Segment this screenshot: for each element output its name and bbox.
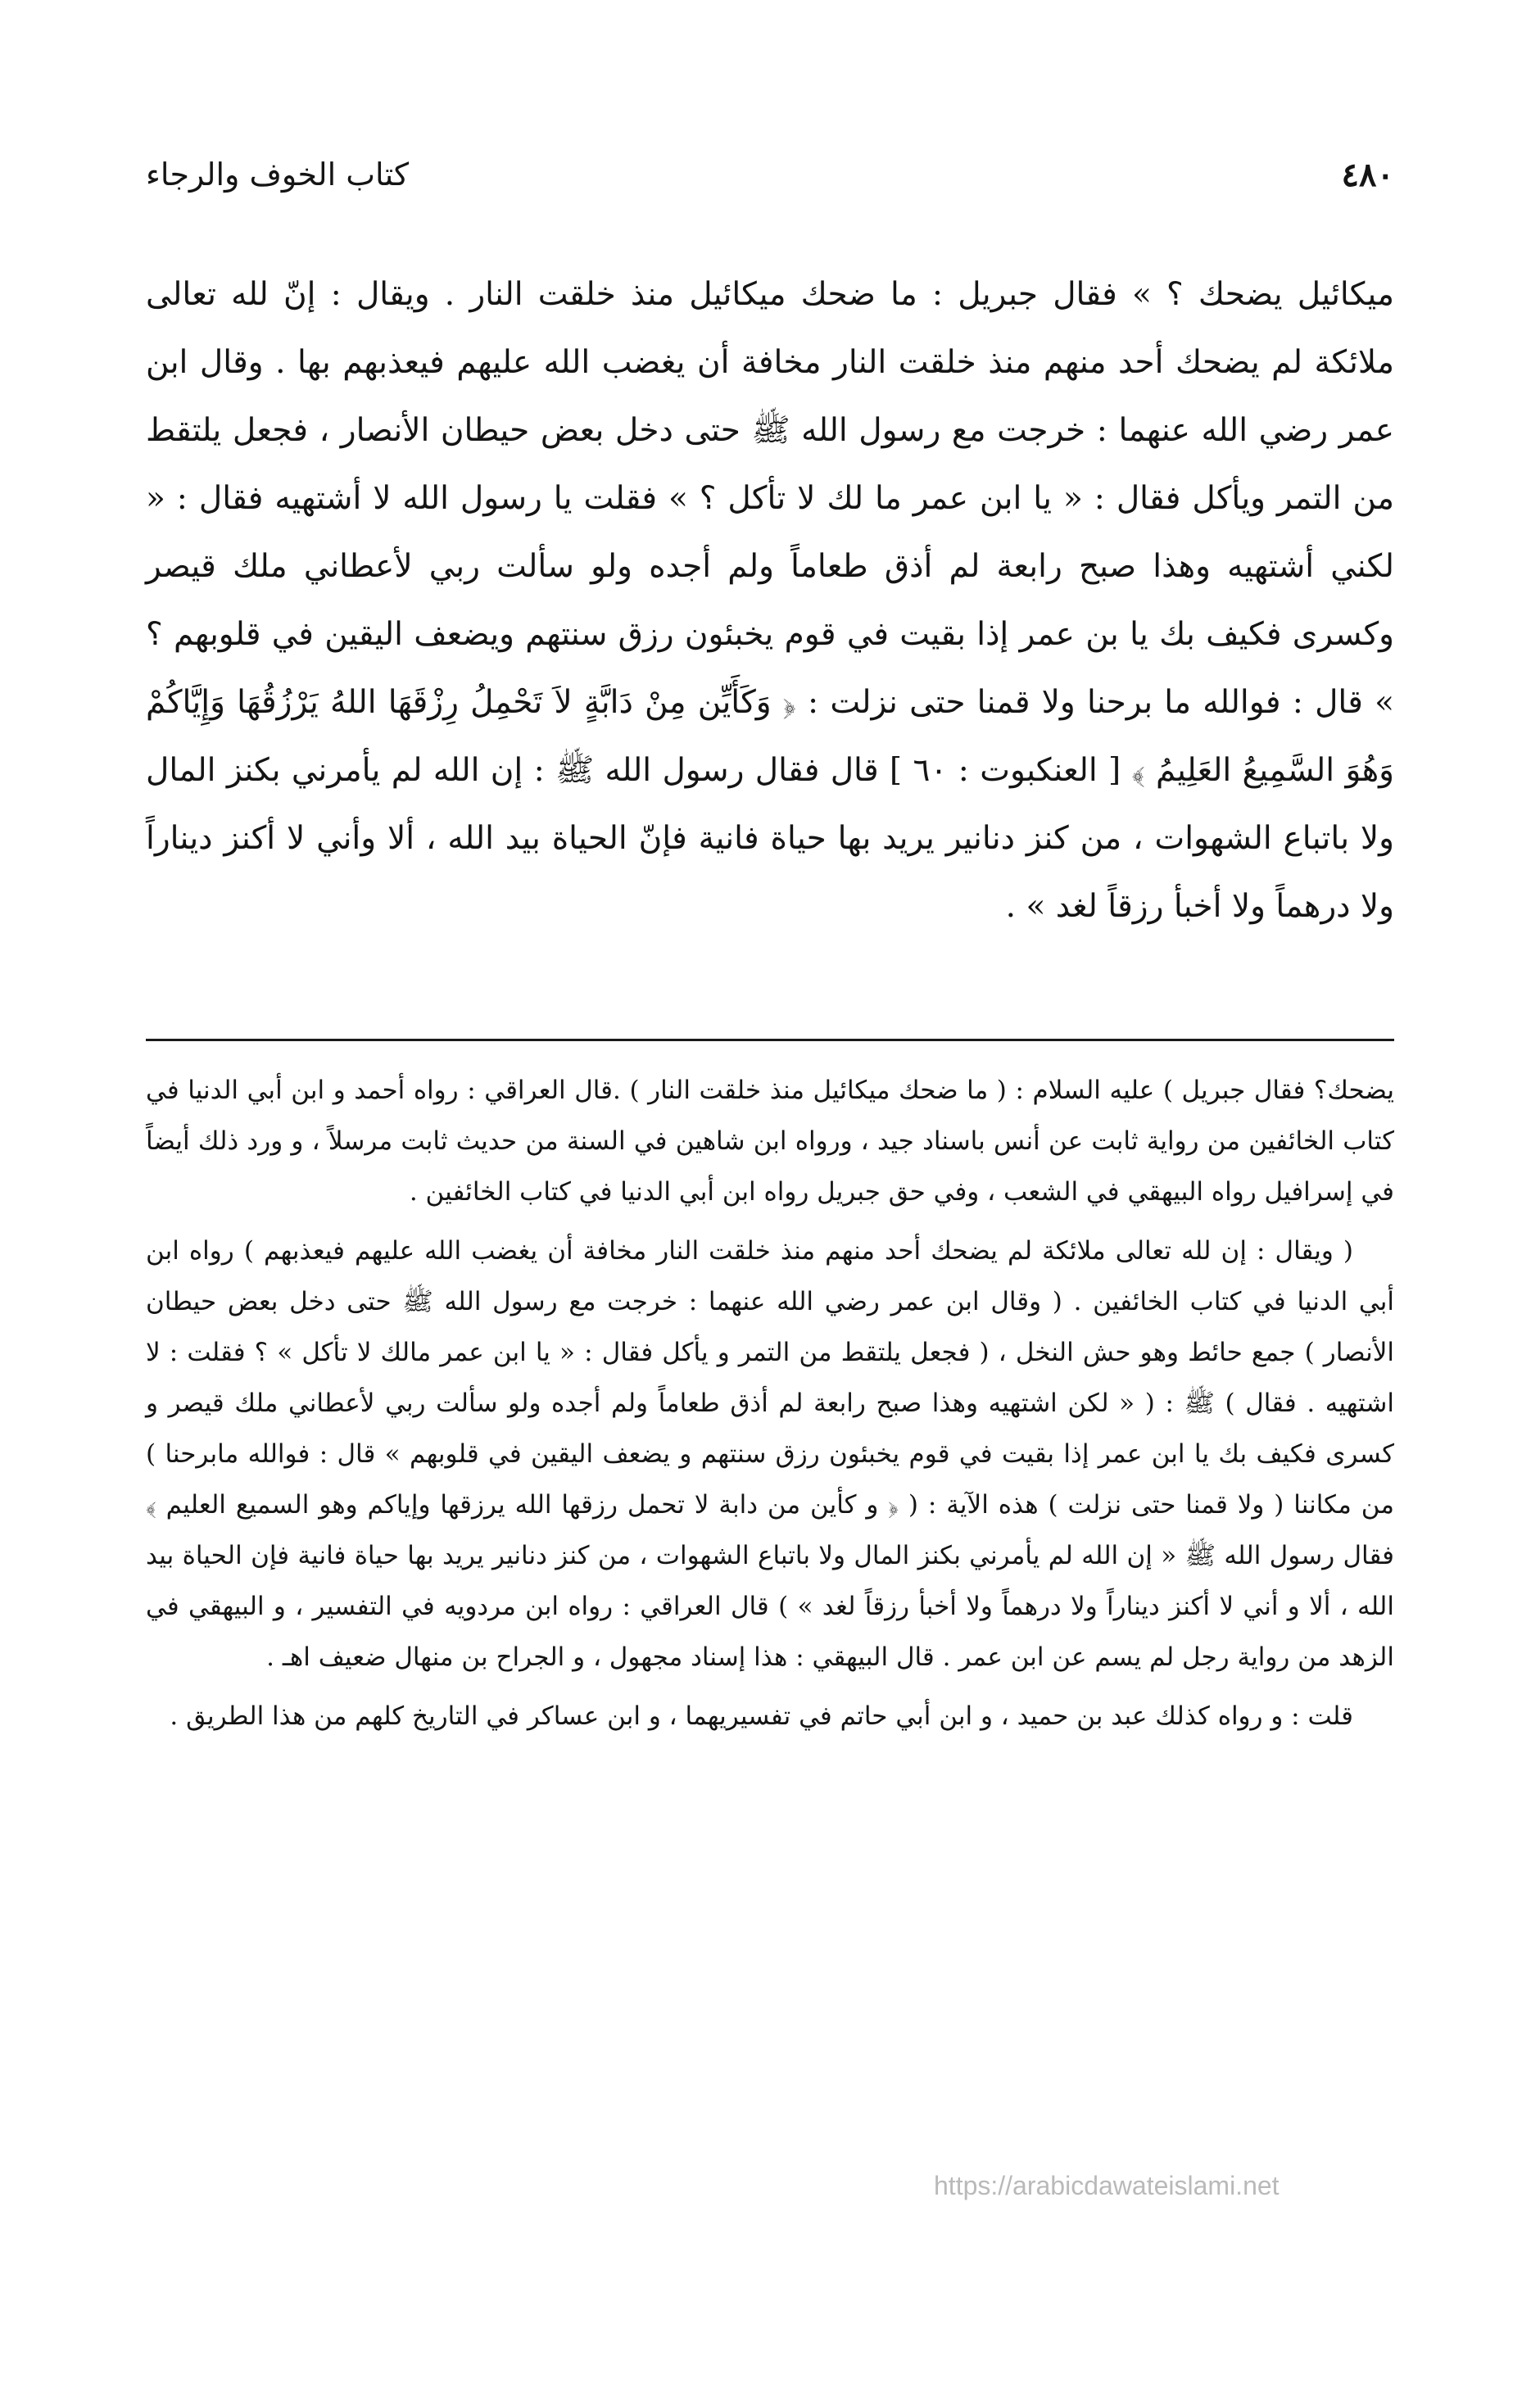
- main-text-body: ميكائيل يضحك ؟ » فقال جبريل : ما ضحك ميكائيل منذ خلقت النار . ويقال : إنّ لله تعالى ملائكة لم يضحك أحد منهم منذ خلقت النار مخافة أن يغضب الله عليهم فيعذبهم بها . وقال ابن عمر رضي الله عنهما : خرجت مع رسول الله ﷺ حتى دخل بعض حيطان الأنصار ، فجعل يلتقط من التمر ويأكل فقال : « يا ابن عمر ما لك لا تأكل ؟ » فقلت يا رسول الله لا أشتهيه فقال : « لكني أشتهيه وهذا صبح رابعة لم أذق طعاماً ولم أجده ولو سألت ربي لأعطاني ملك قيصر وكسرى فكيف بك يا بن عمر إذا بقيت في قوم يخبئون رزق سنتهم ويضعف اليقين في قلوبهم ؟ » قال : فوالله ما برحنا ولا قمنا حتى نزلت : ﴿ وَكَأَيِّن مِنْ دَابَّةٍ لاَ تَحْمِلُ رِزْقَهَا اللهُ يَرْزُقُهَا وَإِيَّاكُمْ وَهُوَ السَّمِيعُ العَلِيمُ ﴾ [ العنكبوت : ٦٠ ] قال فقال رسول الله ﷺ : إن الله لم يأمرني بكنز المال ولا باتباع الشهوات ، من كنز دنانير يريد بها حياة فانية فإنّ الحياة بيد الله ، ألا وأني لا أكنز ديناراً ولا درهماً ولا أخبأ رزقاً لغد » .: [146, 276, 1394, 925]
- running-title: كتاب الخوف والرجاء: [146, 156, 410, 193]
- page-number: ٤٨٠: [1341, 155, 1394, 194]
- footnote-paragraph-3: قلت : و رواه كذلك عبد بن حميد ، و ابن أبي حاتم في تفسيريهما ، و ابن عساكر في التاريخ كلهم من هذا الطريق .: [170, 1701, 1353, 1731]
- footnotes-section: [146, 1065, 1394, 1750]
- page-header: [146, 146, 1394, 203]
- footnote-paragraph-2: ( ويقال : إن لله تعالى ملائكة لم يضحك أحد منهم منذ خلقت النار مخافة أن يغضب الله عليهم فيعذبهم ) رواه ابن أبي الدنيا في كتاب الخائفين . ( وقال ابن عمر رضي الله عنهما : خرجت مع رسول الله ﷺ حتى دخل بعض حيطان الأنصار ) جمع حائط وهو حش النخل ، ( فجعل يلتقط من التمر و يأكل فقال : « يا ابن عمر مالك لا تأكل » ؟ فقلت : لا اشتهيه . فقال ) ﷺ : ( « لكن اشتهيه وهذا صبح رابعة لم أذق طعاماً ولم أجده ولو سألت ربي لأعطاني ملك قيصر و كسرى فكيف بك يا ابن عمر إذا بقيت في قوم يخبئون رزق سنتهم و يضعف اليقين في قلوبهم » قال : فوالله مابرحنا ) من مكاننا ( ولا قمنا حتى نزلت ) هذه الآية : ( ﴿ و كأين من دابة لا تحمل رزقها الله يرزقها وإياكم وهو السميع العليم ﴾ فقال رسول الله ﷺ « إن الله لم يأمرني بكنز المال ولا باتباع الشهوات ، من كنز دنانير يريد بها حياة فانية فإن الحياة بيد الله ، ألا و أني لا أكنز ديناراً ولا درهماً ولا أخبأ رزقاً لغد » ) قال العراقي : رواه ابن مردويه في التفسير ، و البيهقي في الزهد من رواية رجل لم يسم عن ابن عمر . قال البيهقي : هذا إسناد مجهول ، و الجراح بن منهال ضعيف اهـ .: [146, 1236, 1394, 1672]
- watermark-url: https://arabicdawateislami.net: [934, 2171, 1280, 2200]
- footnote-paragraph-1: يضحك؟ فقال جبريل ) عليه السلام : ( ما ضحك ميكائيل منذ خلقت النار ) .قال العراقي : رواه أحمد و ابن أبي الدنيا في كتاب الخائفين من رواية ثابت عن أنس باسناد جيد ، ورواه ابن شاهين في السنة من حديث ثابت مرسلاً ، و ورد ذلك أيضاً في إسرافيل رواه البيهقي في الشعب ، وفي حق جبريل رواه ابن أبي الدنيا في كتاب الخائفين .: [146, 1076, 1394, 1207]
- footnote-divider: [146, 1039, 1394, 1041]
